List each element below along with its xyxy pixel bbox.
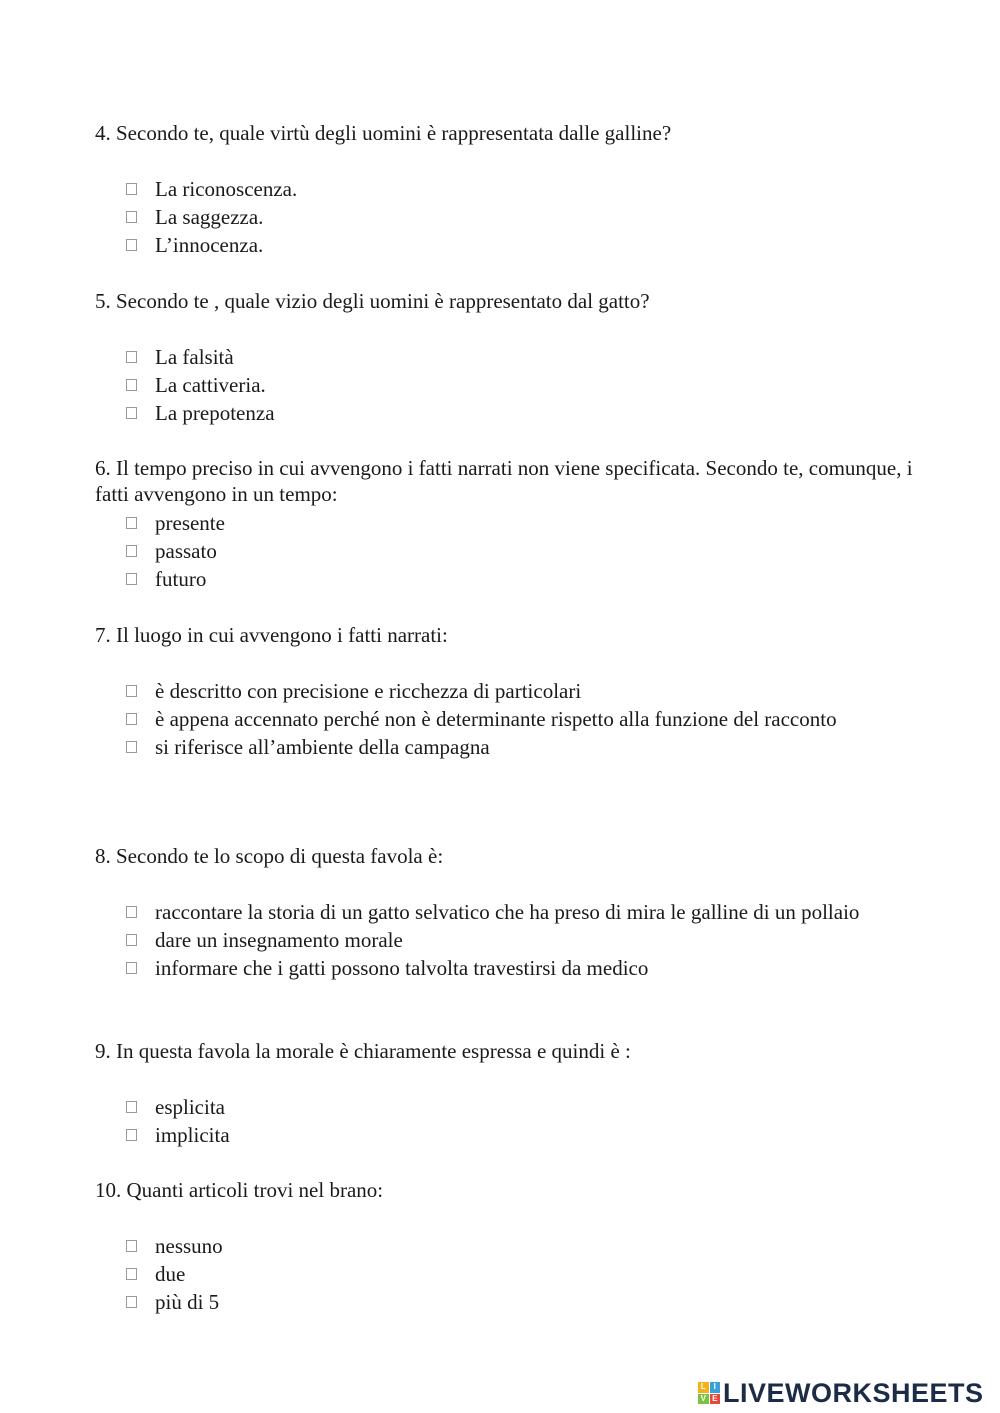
option-item — [95, 371, 915, 399]
logo-mark-letter: L — [698, 1382, 709, 1393]
option-label: nessuno — [155, 1234, 223, 1258]
question-5 — [95, 288, 915, 427]
option-label: esplicita — [155, 1095, 225, 1119]
checkbox[interactable] — [126, 685, 137, 697]
checkbox[interactable] — [126, 379, 137, 391]
options-list — [95, 1093, 915, 1149]
checkbox[interactable] — [126, 1129, 137, 1141]
option-item — [95, 175, 915, 203]
checkbox[interactable] — [126, 407, 137, 419]
options-list — [95, 343, 915, 427]
option-label: due — [155, 1262, 186, 1286]
logo-mark-letter: V — [698, 1394, 709, 1405]
option-item — [95, 1232, 915, 1260]
option-item — [95, 677, 915, 705]
checkbox[interactable] — [126, 545, 137, 557]
option-item — [95, 343, 915, 371]
option-item — [95, 1093, 915, 1121]
checkbox[interactable] — [126, 183, 137, 195]
logo-mark-icon — [698, 1382, 720, 1404]
checkbox[interactable] — [126, 741, 137, 753]
option-item — [95, 565, 925, 593]
option-item — [95, 1121, 915, 1149]
checkbox[interactable] — [126, 906, 137, 918]
option-label: L’innocenza. — [155, 233, 264, 257]
option-label: dare un insegnamento morale — [155, 928, 403, 952]
question-text: 6. Il tempo preciso in cui avvengono i fatti narrati non viene specificata. Secondo te, comunque, i fatti avvengono in un tempo: — [95, 456, 913, 506]
question-7 — [95, 622, 915, 761]
checkbox[interactable] — [126, 239, 137, 251]
option-label: si riferisce all’ambiente della campagna — [155, 735, 490, 759]
options-list — [95, 898, 915, 982]
option-item — [95, 733, 915, 761]
option-label: passato — [155, 539, 217, 563]
question-text: 10. Quanti articoli trovi nel brano: — [95, 1178, 384, 1202]
option-item — [95, 1288, 915, 1316]
option-label: raccontare la storia di un gatto selvatico che ha preso di mira le galline di un pollaio — [155, 900, 860, 924]
checkbox[interactable] — [126, 211, 137, 223]
question-10 — [95, 1177, 915, 1316]
checkbox[interactable] — [126, 1296, 137, 1308]
checkbox[interactable] — [126, 1240, 137, 1252]
option-label: più di 5 — [155, 1290, 220, 1314]
options-list — [95, 677, 915, 761]
option-label: La falsità — [155, 345, 234, 369]
option-label: presente — [155, 511, 225, 535]
question-6 — [95, 455, 925, 593]
checkbox[interactable] — [126, 573, 137, 585]
option-label: informare che i gatti possono talvolta travestirsi da medico — [155, 956, 649, 980]
options-list — [95, 175, 915, 259]
logo-mark-letter: I — [710, 1382, 721, 1393]
option-item — [95, 705, 845, 733]
logo-mark-letter: E — [710, 1394, 721, 1405]
question-text: 4. Secondo te, quale virtù degli uomini è rappresentata dalle galline? — [95, 121, 672, 145]
question-text: 7. Il luogo in cui avvengono i fatti narrati: — [95, 623, 448, 647]
option-item — [95, 399, 915, 427]
logo-text: LIVEWORKSHEETS — [723, 1377, 984, 1408]
question-8 — [95, 843, 915, 982]
option-label: La cattiveria. — [155, 373, 266, 397]
checkbox[interactable] — [126, 1101, 137, 1113]
liveworksheets-logo — [698, 1378, 984, 1408]
option-item — [95, 898, 885, 926]
option-item — [95, 509, 925, 537]
option-item — [95, 954, 915, 982]
option-label: è appena accennato perché non è determinante rispetto alla funzione del racconto — [155, 707, 837, 731]
option-item — [95, 203, 915, 231]
option-item — [95, 231, 915, 259]
question-text: 9. In questa favola la morale è chiaramente espressa e quindi è : — [95, 1039, 631, 1063]
checkbox[interactable] — [126, 1268, 137, 1280]
option-label: La prepotenza — [155, 401, 275, 425]
options-list — [95, 509, 925, 593]
checkbox[interactable] — [126, 934, 137, 946]
option-item — [95, 926, 915, 954]
option-label: è descritto con precisione e ricchezza di particolari — [155, 679, 582, 703]
question-text: 8. Secondo te lo scopo di questa favola è: — [95, 844, 444, 868]
checkbox[interactable] — [126, 713, 137, 725]
option-item — [95, 537, 925, 565]
option-label: implicita — [155, 1123, 230, 1147]
option-label: futuro — [155, 567, 207, 591]
option-item — [95, 1260, 915, 1288]
checkbox[interactable] — [126, 962, 137, 974]
checkbox[interactable] — [126, 517, 137, 529]
question-text: 5. Secondo te , quale vizio degli uomini è rappresentato dal gatto? — [95, 289, 650, 313]
checkbox[interactable] — [126, 351, 137, 363]
question-9 — [95, 1038, 915, 1149]
option-label: La riconoscenza. — [155, 177, 298, 201]
question-4 — [95, 120, 915, 259]
options-list — [95, 1232, 915, 1316]
option-label: La saggezza. — [155, 205, 264, 229]
